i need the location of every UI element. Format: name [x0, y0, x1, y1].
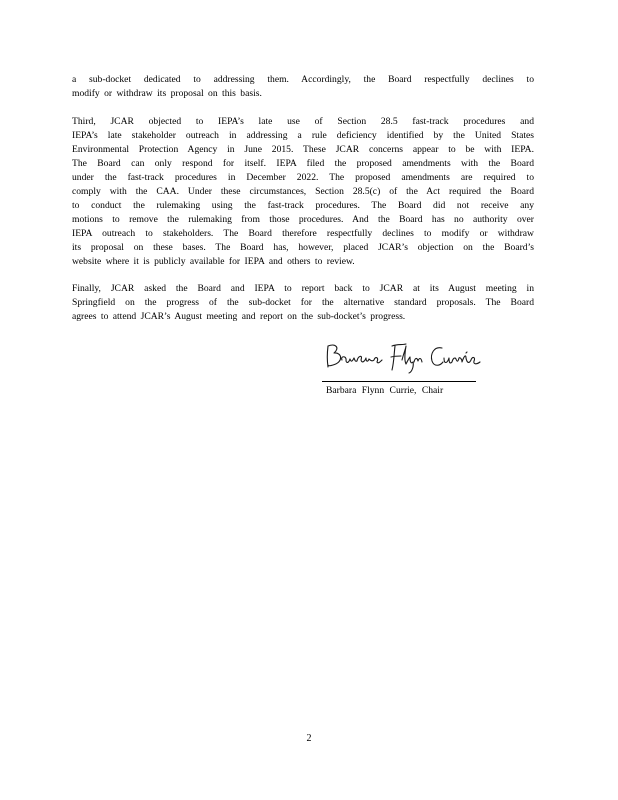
signer-name: Barbara Flynn Currie, Chair — [326, 385, 444, 396]
paragraph-third-objection — [72, 115, 534, 269]
text-line: Springfield on the progress of the sub-docket for the alternative standard proposals. The Board — [72, 297, 534, 308]
paragraph-finally — [72, 282, 534, 324]
text-line: Finally, JCAR asked the Board and IEPA to report back to JCAR at its August meeting in — [72, 283, 534, 294]
text-line: its proposal on these bases. The Board has, however, placed JCAR’s objection on the Board’s — [72, 242, 534, 253]
signature-line — [322, 381, 476, 382]
text-line: The Board can only respond for itself. IEPA filed the proposed amendments with the Board — [72, 158, 534, 169]
text-line: IEPA’s late stakeholder outreach in addressing a rule deficiency identified by the United States — [72, 130, 534, 141]
text-line: website where it is publicly available for IEPA and others to review. — [72, 256, 355, 267]
text-line: Third, JCAR objected to IEPA’s late use of Section 28.5 fast-track procedures and — [72, 116, 534, 127]
text-line: modify or withdraw its proposal on this basis. — [72, 88, 262, 99]
text-line: motions to remove the rulemaking from those procedures. And the Board has no authority over — [72, 214, 534, 225]
text-line: agrees to attend JCAR’s August meeting and report on the sub-docket’s progress. — [72, 311, 406, 322]
page-number: 2 — [306, 733, 312, 744]
text-line: a sub-docket dedicated to addressing them. Accordingly, the Board respectfully declines to — [72, 74, 534, 85]
text-line: to conduct the rulemaking using the fast-track procedures. The Board did not receive any — [72, 200, 534, 211]
text-line: IEPA outreach to stakeholders. The Board therefore respectfully declines to modify or withdraw — [72, 228, 534, 239]
text-line: Environmental Protection Agency in June 2015. These JCAR concerns appear to be with IEPA. — [72, 144, 534, 155]
text-line: under the fast-track procedures in December 2022. The proposed amendments are required to — [72, 172, 534, 183]
text-line: comply with the CAA. Under these circumstances, Section 28.5(c) of the Act required the Board — [72, 186, 534, 197]
paragraph-continuation — [72, 73, 534, 101]
handwritten-signature — [322, 340, 492, 374]
